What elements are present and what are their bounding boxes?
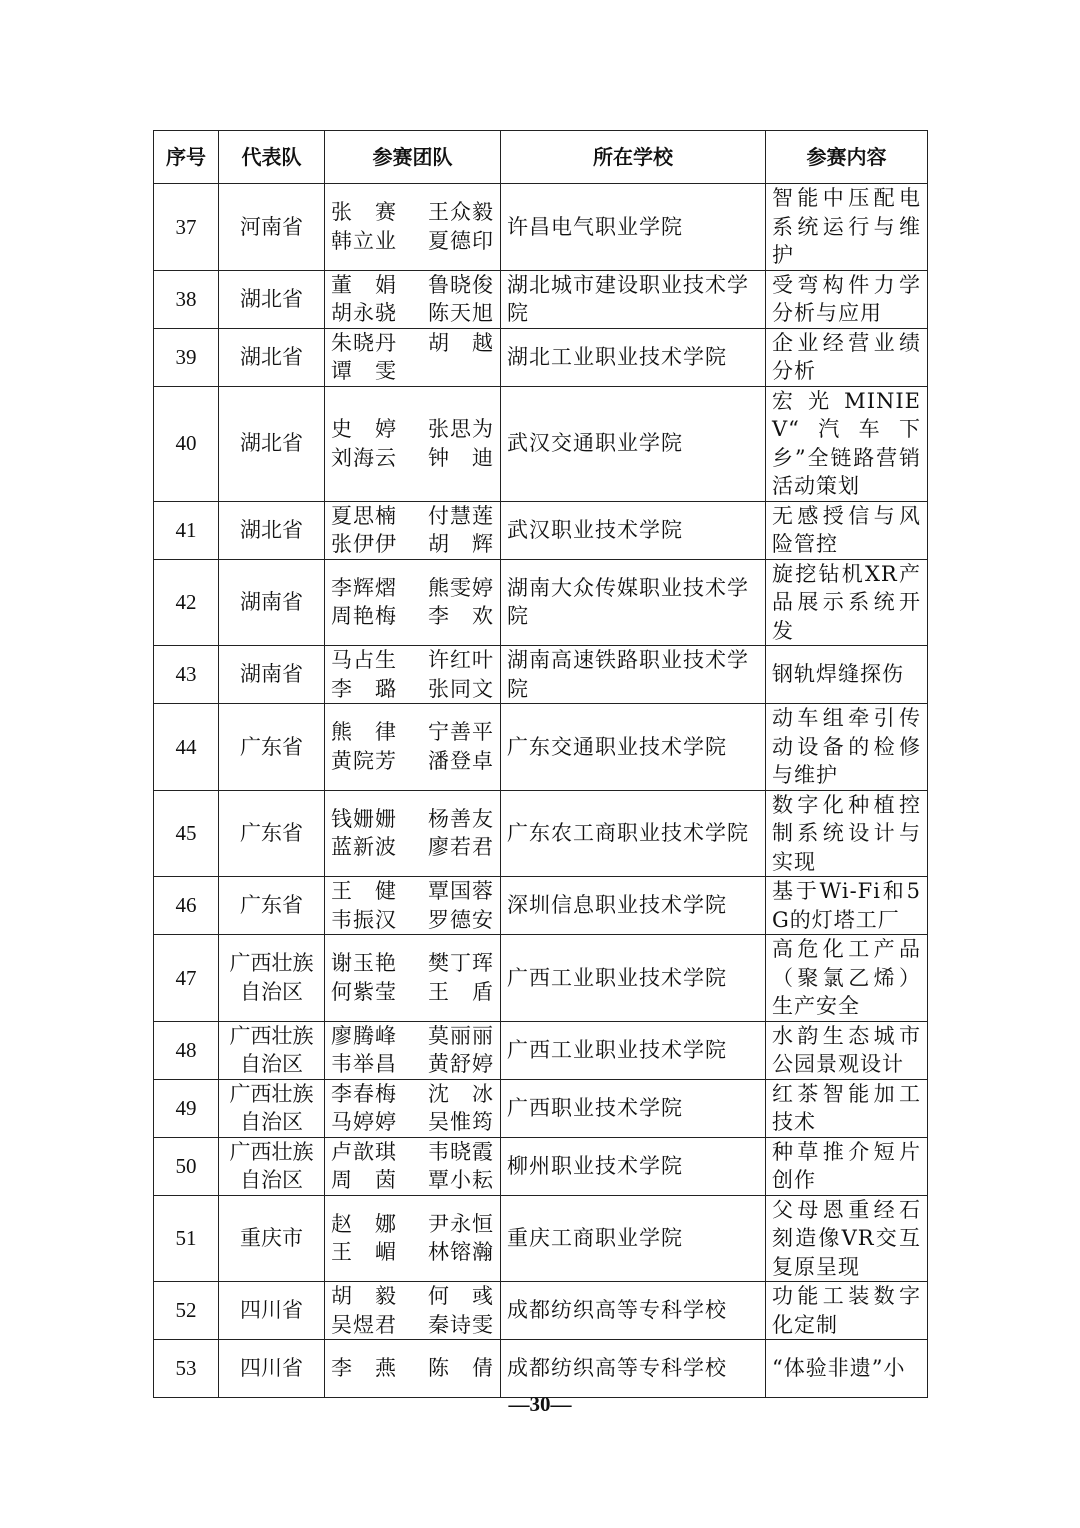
- team-line: [331, 978, 494, 1007]
- team-member: 史 婷: [331, 417, 397, 441]
- team-member: 廖若君: [428, 835, 494, 860]
- team-table: [153, 130, 928, 1398]
- table-row: [154, 1340, 928, 1398]
- row-school: 广东农工商职业技术学院: [501, 790, 766, 877]
- team-member: 莫丽丽: [428, 1023, 494, 1048]
- row-team: [325, 270, 501, 328]
- team-member: 胡 辉: [428, 532, 494, 556]
- row-school: 柳州职业技术学院: [501, 1137, 766, 1195]
- team-member: 覃小耘: [428, 1168, 494, 1192]
- team-line: [331, 444, 494, 473]
- table-row: [154, 386, 928, 501]
- row-province: 湖南省: [219, 559, 325, 646]
- row-team: [325, 935, 501, 1022]
- team-member: 王 盾: [428, 979, 494, 1004]
- row-province: 广东省: [219, 877, 325, 935]
- header-number: 序号: [154, 131, 219, 184]
- table-row: [154, 1137, 928, 1195]
- row-school: 湖南大众传媒职业技术学院: [501, 559, 766, 646]
- team-member: 韦举昌: [331, 1052, 397, 1076]
- row-province: 广西壮族自治区: [219, 1021, 325, 1079]
- team-member: 胡 毅: [331, 1284, 397, 1308]
- team-member: 陈天旭: [428, 301, 494, 325]
- team-member: 王 嵋: [331, 1240, 397, 1265]
- header-row: [154, 131, 928, 184]
- row-province: 广东省: [219, 790, 325, 877]
- team-line: [331, 1354, 494, 1383]
- row-content: 旋挖钻机XR产品展示系统开发: [766, 559, 928, 646]
- table-row: [154, 790, 928, 877]
- team-line: [331, 1311, 494, 1340]
- team-line: [331, 502, 494, 531]
- row-number: 43: [154, 646, 219, 704]
- row-province: 湖北省: [219, 501, 325, 559]
- table-row: [154, 1079, 928, 1137]
- table-row: [154, 646, 928, 704]
- row-team: [325, 501, 501, 559]
- row-school: 广东交通职业技术学院: [501, 704, 766, 791]
- team-member: 覃国蓉: [428, 879, 494, 903]
- team-line: [331, 1138, 494, 1167]
- row-content: 企业经营业绩分析: [766, 328, 928, 386]
- table-row: [154, 1021, 928, 1079]
- team-member: 何紫莹: [331, 979, 397, 1004]
- team-member: 杨善友: [428, 806, 494, 831]
- row-school: 湖北工业职业技术学院: [501, 328, 766, 386]
- row-province: 湖北省: [219, 328, 325, 386]
- team-line: [331, 949, 494, 978]
- team-member: 张同文: [428, 676, 494, 701]
- row-number: 42: [154, 559, 219, 646]
- team-member: 马占生: [331, 648, 397, 672]
- team-line: [331, 1108, 494, 1137]
- row-number: 38: [154, 270, 219, 328]
- team-line: [331, 415, 494, 444]
- team-member: 卢歆琪: [331, 1139, 397, 1164]
- team-member: 沈 冰: [428, 1081, 494, 1106]
- table-row: [154, 270, 928, 328]
- header-school: 所在学校: [501, 131, 766, 184]
- table-row: [154, 184, 928, 271]
- row-content: 功能工装数字化定制: [766, 1282, 928, 1340]
- team-member: 熊 律: [331, 720, 397, 745]
- table-row: [154, 935, 928, 1022]
- team-member: 吴煜君: [331, 1312, 397, 1337]
- row-team: [325, 386, 501, 501]
- table-row: [154, 559, 928, 646]
- team-line: [331, 602, 494, 631]
- page-number: —30—: [508, 1392, 572, 1416]
- row-content: 水韵生态城市公园景观设计: [766, 1021, 928, 1079]
- row-number: 37: [154, 184, 219, 271]
- team-member: 吴惟筠: [428, 1110, 494, 1134]
- row-content: 父母恩重经石刻造像VR交互复原呈现: [766, 1195, 928, 1282]
- team-line: [331, 1210, 494, 1239]
- team-line: [331, 299, 494, 328]
- row-team: [325, 704, 501, 791]
- row-school: 广西工业职业技术学院: [501, 935, 766, 1022]
- row-number: 39: [154, 328, 219, 386]
- team-member: 钟 迪: [428, 445, 494, 470]
- row-school: 湖北城市建设职业技术学院: [501, 270, 766, 328]
- table-row: [154, 1282, 928, 1340]
- team-member: 秦诗雯: [428, 1312, 494, 1337]
- row-team: [325, 184, 501, 271]
- team-line: [331, 1282, 494, 1311]
- row-school: 湖南高速铁路职业技术学院: [501, 646, 766, 704]
- team-member: 熊雯婷: [428, 575, 494, 600]
- row-content: 受弯构件力学分析与应用: [766, 270, 928, 328]
- team-member: 鲁晓俊: [428, 272, 494, 297]
- team-member: 赵 娜: [331, 1211, 397, 1236]
- team-member: 李辉熠: [331, 575, 397, 600]
- team-line: [331, 805, 494, 834]
- team-line: [331, 877, 494, 906]
- team-member: 夏思楠: [331, 503, 397, 528]
- team-member: 张 赛: [331, 200, 397, 225]
- row-team: [325, 1340, 501, 1398]
- row-school: 广西工业职业技术学院: [501, 1021, 766, 1079]
- row-province: 河南省: [219, 184, 325, 271]
- team-member: 李春梅: [331, 1081, 397, 1106]
- team-member: 张思为: [428, 417, 494, 441]
- row-content: 无感授信与风险管控: [766, 501, 928, 559]
- row-school: 武汉职业技术学院: [501, 501, 766, 559]
- row-school: 成都纺织高等专科学校: [501, 1282, 766, 1340]
- team-member: 李 燕: [331, 1356, 397, 1381]
- row-team: [325, 1195, 501, 1282]
- row-team: [325, 559, 501, 646]
- team-line: [331, 1080, 494, 1109]
- team-member: 王众毅: [428, 200, 494, 225]
- row-province: 湖北省: [219, 386, 325, 501]
- team-line: [331, 646, 494, 675]
- row-team: [325, 1079, 501, 1137]
- table-row: [154, 1195, 928, 1282]
- row-school: 深圳信息职业技术学院: [501, 877, 766, 935]
- team-line: [331, 1050, 494, 1079]
- team-member: 刘海云: [331, 445, 397, 470]
- team-member: 黄院芳: [331, 748, 397, 773]
- table-row: [154, 328, 928, 386]
- team-member: 胡永骁: [331, 301, 397, 325]
- team-line: [331, 329, 494, 358]
- row-number: 50: [154, 1137, 219, 1195]
- row-content: 动车组牵引传动设备的检修与维护: [766, 704, 928, 791]
- team-line: [331, 675, 494, 704]
- team-line: [331, 357, 494, 386]
- team-member: 林镕瀚: [428, 1240, 494, 1265]
- team-line: [331, 574, 494, 603]
- row-province: 湖北省: [219, 270, 325, 328]
- team-member: 周 茵: [331, 1168, 397, 1192]
- team-member: 胡 越: [428, 330, 494, 355]
- table-row: [154, 877, 928, 935]
- row-province: 四川省: [219, 1340, 325, 1398]
- team-member: 许红叶: [428, 648, 494, 672]
- team-member: 罗德安: [428, 907, 494, 932]
- team-member: 董 娟: [331, 272, 397, 297]
- header-province: 代表队: [219, 131, 325, 184]
- row-province: 广东省: [219, 704, 325, 791]
- team-member: 谭 雯: [331, 359, 397, 383]
- team-member: 朱晓丹: [331, 330, 397, 355]
- row-number: 46: [154, 877, 219, 935]
- team-line: [331, 1022, 494, 1051]
- team-member: 周艳梅: [331, 604, 397, 629]
- row-content: 宏光MINIEV“汽车下乡”全链路营销活动策划: [766, 386, 928, 501]
- row-team: [325, 328, 501, 386]
- row-content: 智能中压配电系统运行与维护: [766, 184, 928, 271]
- row-content: 高危化工产品（聚氯乙烯）生产安全: [766, 935, 928, 1022]
- header-content: 参赛内容: [766, 131, 928, 184]
- team-member: 宁善平: [428, 720, 494, 745]
- row-school: 武汉交通职业学院: [501, 386, 766, 501]
- row-school: 许昌电气职业学院: [501, 184, 766, 271]
- row-province: 广西壮族自治区: [219, 935, 325, 1022]
- team-member: 廖腾峰: [331, 1023, 397, 1048]
- team-member: 李 欢: [428, 604, 494, 629]
- team-member: 钱姗姗: [331, 806, 397, 831]
- row-content: 基于Wi-Fi和5G的灯塔工厂: [766, 877, 928, 935]
- row-province: 重庆市: [219, 1195, 325, 1282]
- team-line: [331, 227, 494, 256]
- team-member: 张伊伊: [331, 532, 397, 556]
- team-line: [331, 833, 494, 862]
- row-content: “体验非遗”小: [766, 1340, 928, 1398]
- team-member: 韦振汉: [331, 907, 397, 932]
- row-content: 钢轨焊缝探伤: [766, 646, 928, 704]
- row-number: 47: [154, 935, 219, 1022]
- row-team: [325, 1021, 501, 1079]
- team-line: [331, 747, 494, 776]
- row-school: 成都纺织高等专科学校: [501, 1340, 766, 1398]
- row-province: 四川省: [219, 1282, 325, 1340]
- row-number: 40: [154, 386, 219, 501]
- row-team: [325, 1282, 501, 1340]
- row-content: 种草推介短片创作: [766, 1137, 928, 1195]
- row-team: [325, 877, 501, 935]
- row-content: 数字化种植控制系统设计与实现: [766, 790, 928, 877]
- header-team: 参赛团队: [325, 131, 501, 184]
- row-team: [325, 1137, 501, 1195]
- row-number: 45: [154, 790, 219, 877]
- row-number: 41: [154, 501, 219, 559]
- team-member: 潘登卓: [428, 748, 494, 773]
- team-line: [331, 906, 494, 935]
- row-school: 广西职业技术学院: [501, 1079, 766, 1137]
- row-number: 52: [154, 1282, 219, 1340]
- team-member: 李 璐: [331, 676, 397, 701]
- team-member: 陈 倩: [428, 1356, 494, 1381]
- row-team: [325, 646, 501, 704]
- team-member: 王 健: [331, 879, 397, 903]
- team-line: [331, 271, 494, 300]
- row-province: 湖南省: [219, 646, 325, 704]
- row-number: 44: [154, 704, 219, 791]
- row-number: 51: [154, 1195, 219, 1282]
- team-member: 马婷婷: [331, 1110, 397, 1134]
- team-member: 韩立业: [331, 228, 397, 253]
- team-line: [331, 1238, 494, 1267]
- row-province: 广西壮族自治区: [219, 1079, 325, 1137]
- team-member: 谢玉艳: [331, 951, 397, 976]
- team-member: 韦晓霞: [428, 1139, 494, 1164]
- team-member: 付慧莲: [428, 503, 494, 528]
- team-member: 蓝新波: [331, 835, 397, 860]
- team-line: [331, 198, 494, 227]
- team-line: [331, 718, 494, 747]
- row-number: 48: [154, 1021, 219, 1079]
- row-school: 重庆工商职业学院: [501, 1195, 766, 1282]
- team-member: 夏德印: [428, 228, 494, 253]
- team-member: 尹永恒: [428, 1211, 494, 1236]
- team-member: 樊丁珲: [428, 951, 494, 976]
- row-province: 广西壮族自治区: [219, 1137, 325, 1195]
- table-row: [154, 704, 928, 791]
- team-line: [331, 530, 494, 559]
- table-row: [154, 501, 928, 559]
- team-member: 何 彧: [428, 1284, 494, 1308]
- team-member: 黄舒婷: [428, 1052, 494, 1076]
- row-number: 49: [154, 1079, 219, 1137]
- row-content: 红茶智能加工技术: [766, 1079, 928, 1137]
- team-line: [331, 1166, 494, 1195]
- row-team: [325, 790, 501, 877]
- row-number: 53: [154, 1340, 219, 1398]
